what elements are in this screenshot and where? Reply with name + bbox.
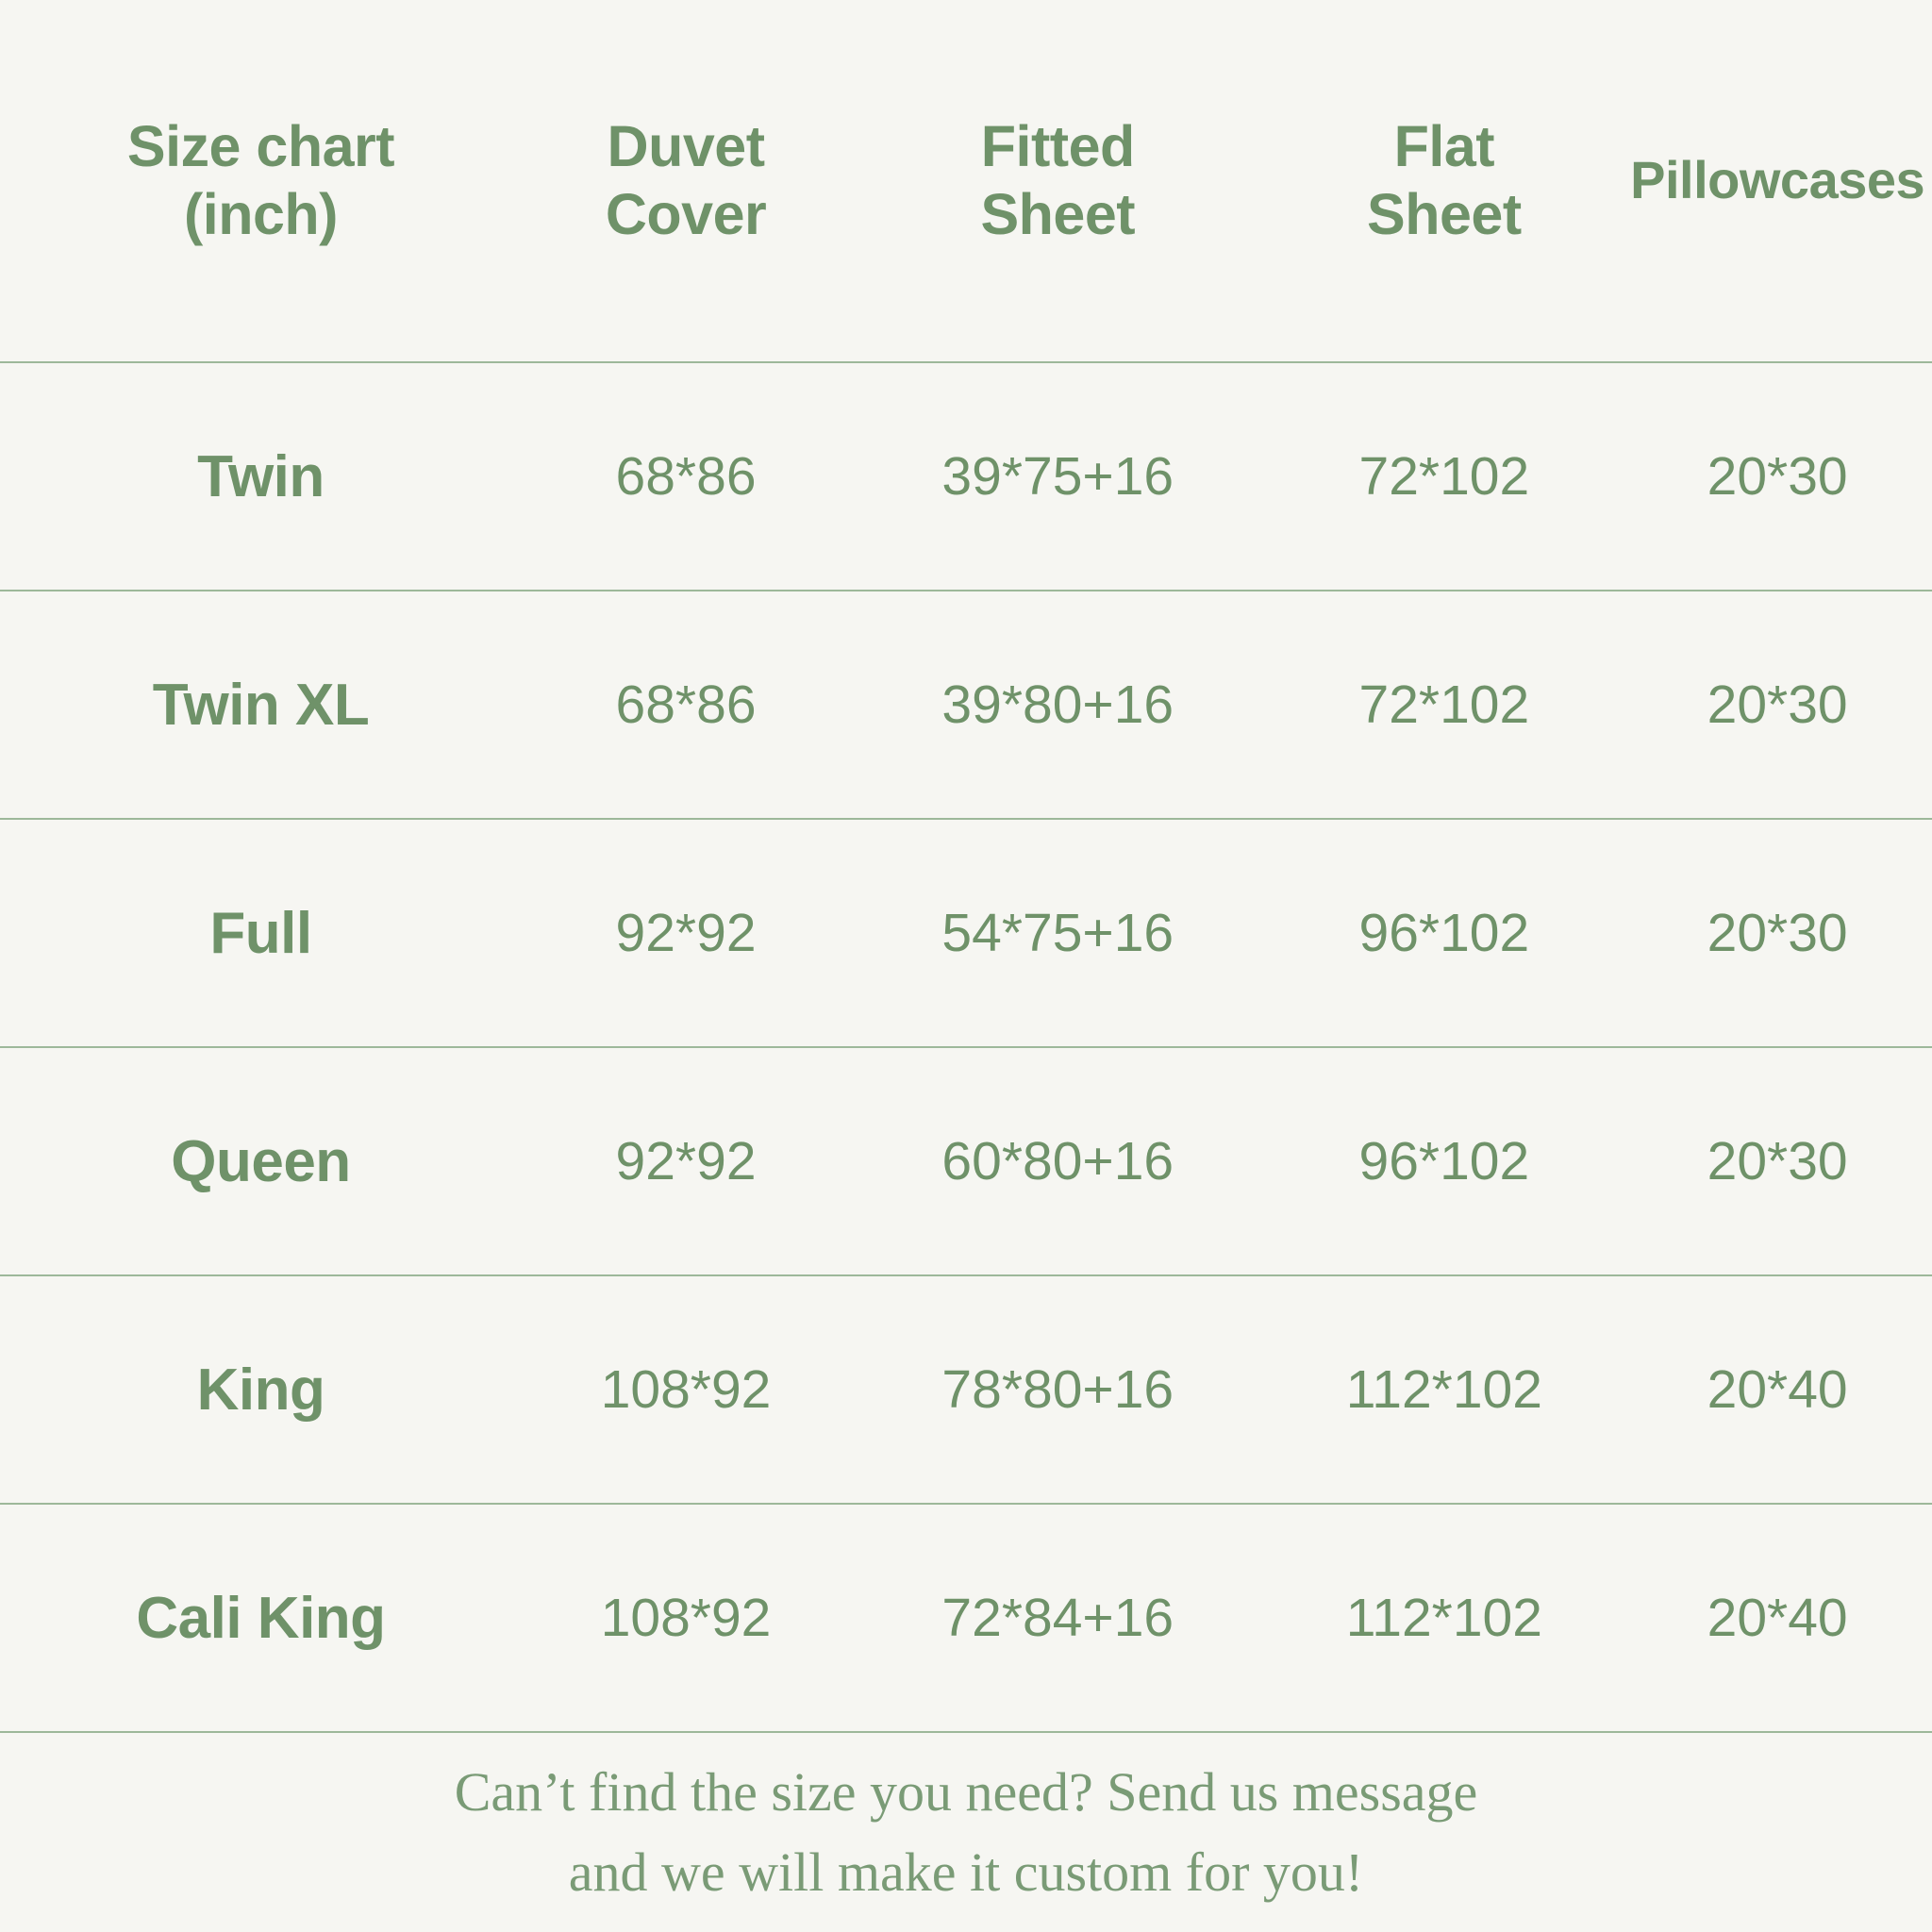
value-duvet-cover: 108*92 [600, 1359, 772, 1420]
header-cell-size-chart [0, 113, 522, 249]
cell-pillowcases [1623, 674, 1932, 736]
row-size-label: Twin XL [152, 672, 370, 738]
table-row [0, 363, 1932, 591]
cell-duvet-cover [522, 1587, 850, 1649]
cell-pillowcases [1623, 1130, 1932, 1192]
header-cell-duvet-cover [522, 113, 850, 249]
cell-fitted-sheet [850, 1587, 1265, 1649]
row-size-label: Queen [171, 1128, 351, 1194]
cell-flat-sheet [1265, 1130, 1623, 1192]
table-row [0, 1276, 1932, 1505]
value-duvet-cover: 108*92 [600, 1588, 772, 1648]
cell-pillowcases [1623, 1358, 1932, 1421]
cell-fitted-sheet [850, 1130, 1265, 1192]
cell-duvet-cover [522, 902, 850, 964]
cell-flat-sheet [1265, 1358, 1623, 1421]
row-label-cell [0, 672, 522, 739]
header-duvet-line2: Cover [605, 181, 767, 246]
table-row [0, 591, 1932, 820]
table-row [0, 1048, 1932, 1276]
value-flat-sheet: 72*102 [1358, 675, 1530, 735]
value-fitted-sheet: 78*80+16 [941, 1359, 1174, 1420]
value-duvet-cover: 68*86 [615, 675, 757, 735]
cell-fitted-sheet [850, 902, 1265, 964]
row-label-cell [0, 443, 522, 510]
cell-fitted-sheet [850, 445, 1265, 508]
cell-duvet-cover [522, 674, 850, 736]
header-cell-fitted-sheet [850, 113, 1265, 249]
table-header-row [0, 0, 1932, 363]
row-size-label: King [196, 1357, 325, 1423]
row-size-label: Cali King [136, 1585, 386, 1651]
cell-flat-sheet [1265, 1587, 1623, 1649]
value-pillowcases: 20*30 [1707, 446, 1848, 507]
cell-flat-sheet [1265, 674, 1623, 736]
header-duvet-line1: Duvet [607, 113, 765, 178]
table-row [0, 820, 1932, 1048]
custom-size-note [0, 1733, 1932, 1932]
value-fitted-sheet: 39*75+16 [941, 446, 1174, 507]
cell-flat-sheet [1265, 902, 1623, 964]
cell-pillowcases [1623, 445, 1932, 508]
row-label-cell [0, 900, 522, 967]
header-cell-pillowcases [1623, 149, 1932, 211]
row-size-label: Twin [197, 443, 325, 509]
value-flat-sheet: 96*102 [1358, 1131, 1530, 1191]
table-row [0, 1505, 1932, 1733]
cell-fitted-sheet [850, 1358, 1265, 1421]
cell-duvet-cover [522, 445, 850, 508]
value-fitted-sheet: 54*75+16 [941, 903, 1174, 963]
value-flat-sheet: 96*102 [1358, 903, 1530, 963]
value-pillowcases: 20*30 [1707, 903, 1848, 963]
value-pillowcases: 20*40 [1707, 1359, 1848, 1420]
row-label-cell [0, 1357, 522, 1424]
header-fitted-line2: Sheet [980, 181, 1136, 246]
cell-flat-sheet [1265, 445, 1623, 508]
cell-duvet-cover [522, 1358, 850, 1421]
header-flat-line2: Sheet [1367, 181, 1522, 246]
value-flat-sheet: 72*102 [1358, 446, 1530, 507]
row-label-cell [0, 1585, 522, 1652]
row-label-cell [0, 1128, 522, 1195]
value-flat-sheet: 112*102 [1345, 1359, 1542, 1420]
header-pillowcases: Pillowcases [1630, 150, 1925, 210]
value-fitted-sheet: 60*80+16 [941, 1131, 1174, 1191]
row-size-label: Full [209, 900, 312, 966]
header-cell-flat-sheet [1265, 113, 1623, 249]
cell-pillowcases [1623, 902, 1932, 964]
value-pillowcases: 20*30 [1707, 675, 1848, 735]
custom-size-note-line2: and we will make it custom for you! [568, 1840, 1364, 1903]
custom-size-note-line1: Can’t find the size you need? Send us message [454, 1761, 1478, 1824]
value-duvet-cover: 92*92 [615, 1131, 757, 1191]
value-fitted-sheet: 72*84+16 [941, 1588, 1174, 1648]
value-pillowcases: 20*30 [1707, 1131, 1848, 1191]
header-fitted-line1: Fitted [980, 113, 1135, 178]
cell-pillowcases [1623, 1587, 1932, 1649]
cell-fitted-sheet [850, 674, 1265, 736]
header-size-chart-line2: (inch) [183, 181, 338, 246]
value-fitted-sheet: 39*80+16 [941, 675, 1174, 735]
value-duvet-cover: 92*92 [615, 903, 757, 963]
value-pillowcases: 20*40 [1707, 1588, 1848, 1648]
value-flat-sheet: 112*102 [1345, 1588, 1542, 1648]
value-duvet-cover: 68*86 [615, 446, 757, 507]
header-size-chart-line1: Size chart [126, 113, 395, 178]
cell-duvet-cover [522, 1130, 850, 1192]
header-flat-line1: Flat [1393, 113, 1495, 178]
